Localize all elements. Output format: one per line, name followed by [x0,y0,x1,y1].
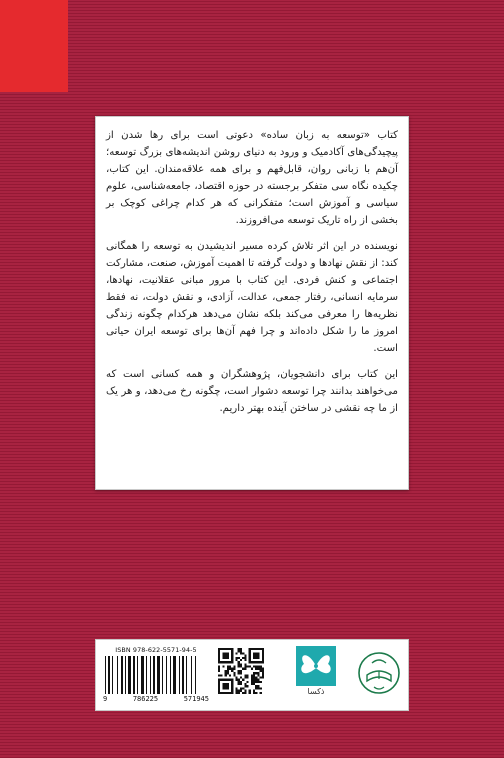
barcode-digit-lead: 9 [103,695,108,703]
book-circle-logo-icon [354,645,404,703]
barcode-bars [103,656,209,694]
description-paragraph-1: کتاب «توسعه به زبان ساده» دعوتی است برای رها شدن از پیچیدگی‌های آکادمیک و ورود به دنیای روشن اندیشه‌های بزرگ توسعه؛ آن‌هم با زبانی روان، قابل‌فهم و برای همه علاقه‌مندان. این کتاب، چکیده نگاه سی متفکر برجسته در حوزه اقتصاد، جامعه‌شناسی، علوم سیاسی و آموزش است؛ متفکرانی که هر کدام چراغی کوچک بر بخشی از راه تاریک توسعه می‌افروزند. [106,130,398,226]
barcode-digit-group-2: 571945 [183,695,209,703]
butterfly-logo-icon [296,646,336,686]
publisher-logo-secondary [354,645,404,705]
publisher-logo-primary [290,646,342,706]
corner-accent [0,0,68,92]
isbn-label: ISBN 978-622-5571-94-5 [115,646,197,654]
publication-info-bar [95,639,409,711]
description-panel [95,116,409,490]
description-text [96,117,408,417]
qr-code-icon [218,648,264,694]
barcode-digits [103,695,209,703]
publisher-name: ذکسا [307,687,325,696]
isbn-barcode [103,646,209,704]
description-paragraph-2: نویسنده در این اثر تلاش کرده مسیر اندیشیدن به توسعه را همگانی کند: از نقش نهادها و دولت گرفته تا اهمیت آموزش، صنعت، مشارکت اجتماعی و کنش فردی. این کتاب با مرور مبانی عقلانیت، نهادها، سرمایه انسانی، رفتار جمعی، عدالت، آزادی، و نقش دولت، نه فقط نظریه‌ها را معرفی می‌کند بلکه نشان می‌دهد هرکدام چگونه زندگی امروز ما را شکل داده‌اند و چرا فهم آن‌ها برای توسعه ایران حیاتی است. [106,241,398,354]
barcode-digit-group-1: 786225 [132,695,159,703]
description-paragraph-3: این کتاب برای دانشجویان، پژوهشگران و همه کسانی است که می‌خواهند بدانند چرا توسعه دشوار است، چگونه رخ می‌دهد، و هر یک از ما چه نقشی در ساختن آینده بهتر داریم. [106,369,398,414]
